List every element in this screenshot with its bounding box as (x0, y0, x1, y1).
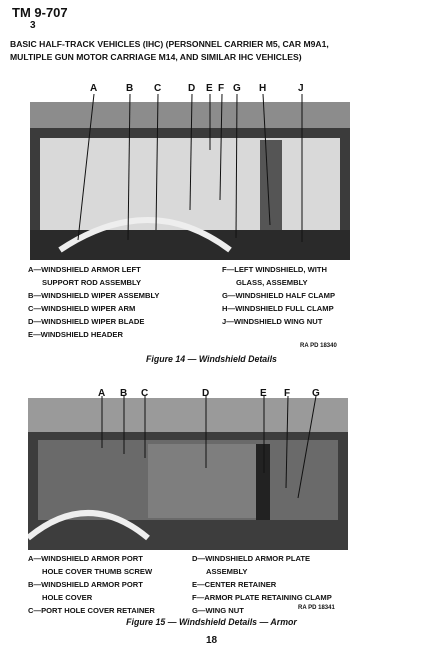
fig15-callout-b: B (120, 388, 128, 399)
fig14-callout-f: F (218, 83, 225, 94)
fig15-callout-d: D (202, 388, 210, 399)
legend-item: HOLE COVER THUMB SCREW (42, 567, 153, 576)
fig14-legend-left (28, 263, 160, 341)
fig14-callout-h: H (259, 83, 267, 94)
fig14-legend-right (222, 263, 335, 328)
section-number: 3 (30, 20, 36, 31)
legend-item: B—WINDSHIELD ARMOR PORT (28, 580, 143, 589)
legend-item: E—WINDSHIELD HEADER (28, 330, 123, 339)
fig14-callout-g: G (233, 83, 241, 94)
fig14-callout-j: J (298, 83, 304, 94)
legend-item: G—WINDSHIELD HALF CLAMP (222, 291, 336, 300)
fig15-legend-left (28, 552, 155, 617)
fig15-callout-g: G (312, 388, 320, 399)
legend-item: E—CENTER RETAINER (192, 580, 277, 589)
fig14-callout-e: E (206, 83, 213, 94)
legend-item: H—WINDSHIELD FULL CLAMP (222, 304, 334, 313)
fig15-callout-e: E (260, 388, 267, 399)
page-number: 18 (205, 635, 218, 646)
figure-15-photo (28, 388, 348, 550)
fig15-callout-f: F (284, 388, 291, 399)
legend-item: F—LEFT WINDSHIELD, WITH (222, 265, 328, 274)
figure-14-photo (30, 80, 350, 260)
legend-item: HOLE COVER (42, 593, 93, 602)
fig14-callout-c: C (154, 83, 162, 94)
fig15-caption: Figure 15 — Windshield Details — Armor (126, 617, 297, 627)
fig14-ref-number: RA PD 18340 (300, 343, 337, 349)
page-title-line-2: MULTIPLE GUN MOTOR CARRIAGE M14, AND SIMILAR IHC VEHICLES) (10, 52, 302, 62)
legend-item: G—WING NUT (192, 606, 244, 615)
fig14-caption: Figure 14 — Windshield Details (146, 354, 277, 364)
legend-item: GLASS, ASSEMBLY (236, 278, 308, 287)
fig15-callout-c: C (141, 388, 149, 399)
fig14-callout-d: D (188, 83, 196, 94)
page-title-line-1: BASIC HALF-TRACK VEHICLES (IHC) (PERSONNEL CARRIER M5, CAR M9A1, (10, 39, 329, 49)
legend-item: D—WINDSHIELD ARMOR PLATE (192, 554, 311, 563)
legend-item: F—ARMOR PLATE RETAINING CLAMP (192, 593, 332, 602)
legend-item: C—WINDSHIELD WIPER ARM (28, 304, 136, 313)
fig14-callout-b: B (126, 83, 134, 94)
legend-item: J—WINDSHIELD WING NUT (222, 317, 323, 326)
legend-item: ASSEMBLY (206, 567, 248, 576)
legend-item: D—WINDSHIELD WIPER BLADE (28, 317, 145, 326)
fig15-ref-number: RA PD 18341 (298, 605, 335, 611)
fig15-callout-a: A (98, 388, 106, 399)
legend-item: SUPPORT ROD ASSEMBLY (42, 278, 142, 287)
legend-item: A—WINDSHIELD ARMOR LEFT (28, 265, 141, 274)
tm-number: TM 9-707 (12, 5, 68, 20)
legend-item: C—PORT HOLE COVER RETAINER (28, 606, 155, 615)
legend-item: B—WINDSHIELD WIPER ASSEMBLY (28, 291, 160, 300)
legend-item: A—WINDSHIELD ARMOR PORT (28, 554, 143, 563)
fig14-callout-a: A (90, 83, 98, 94)
